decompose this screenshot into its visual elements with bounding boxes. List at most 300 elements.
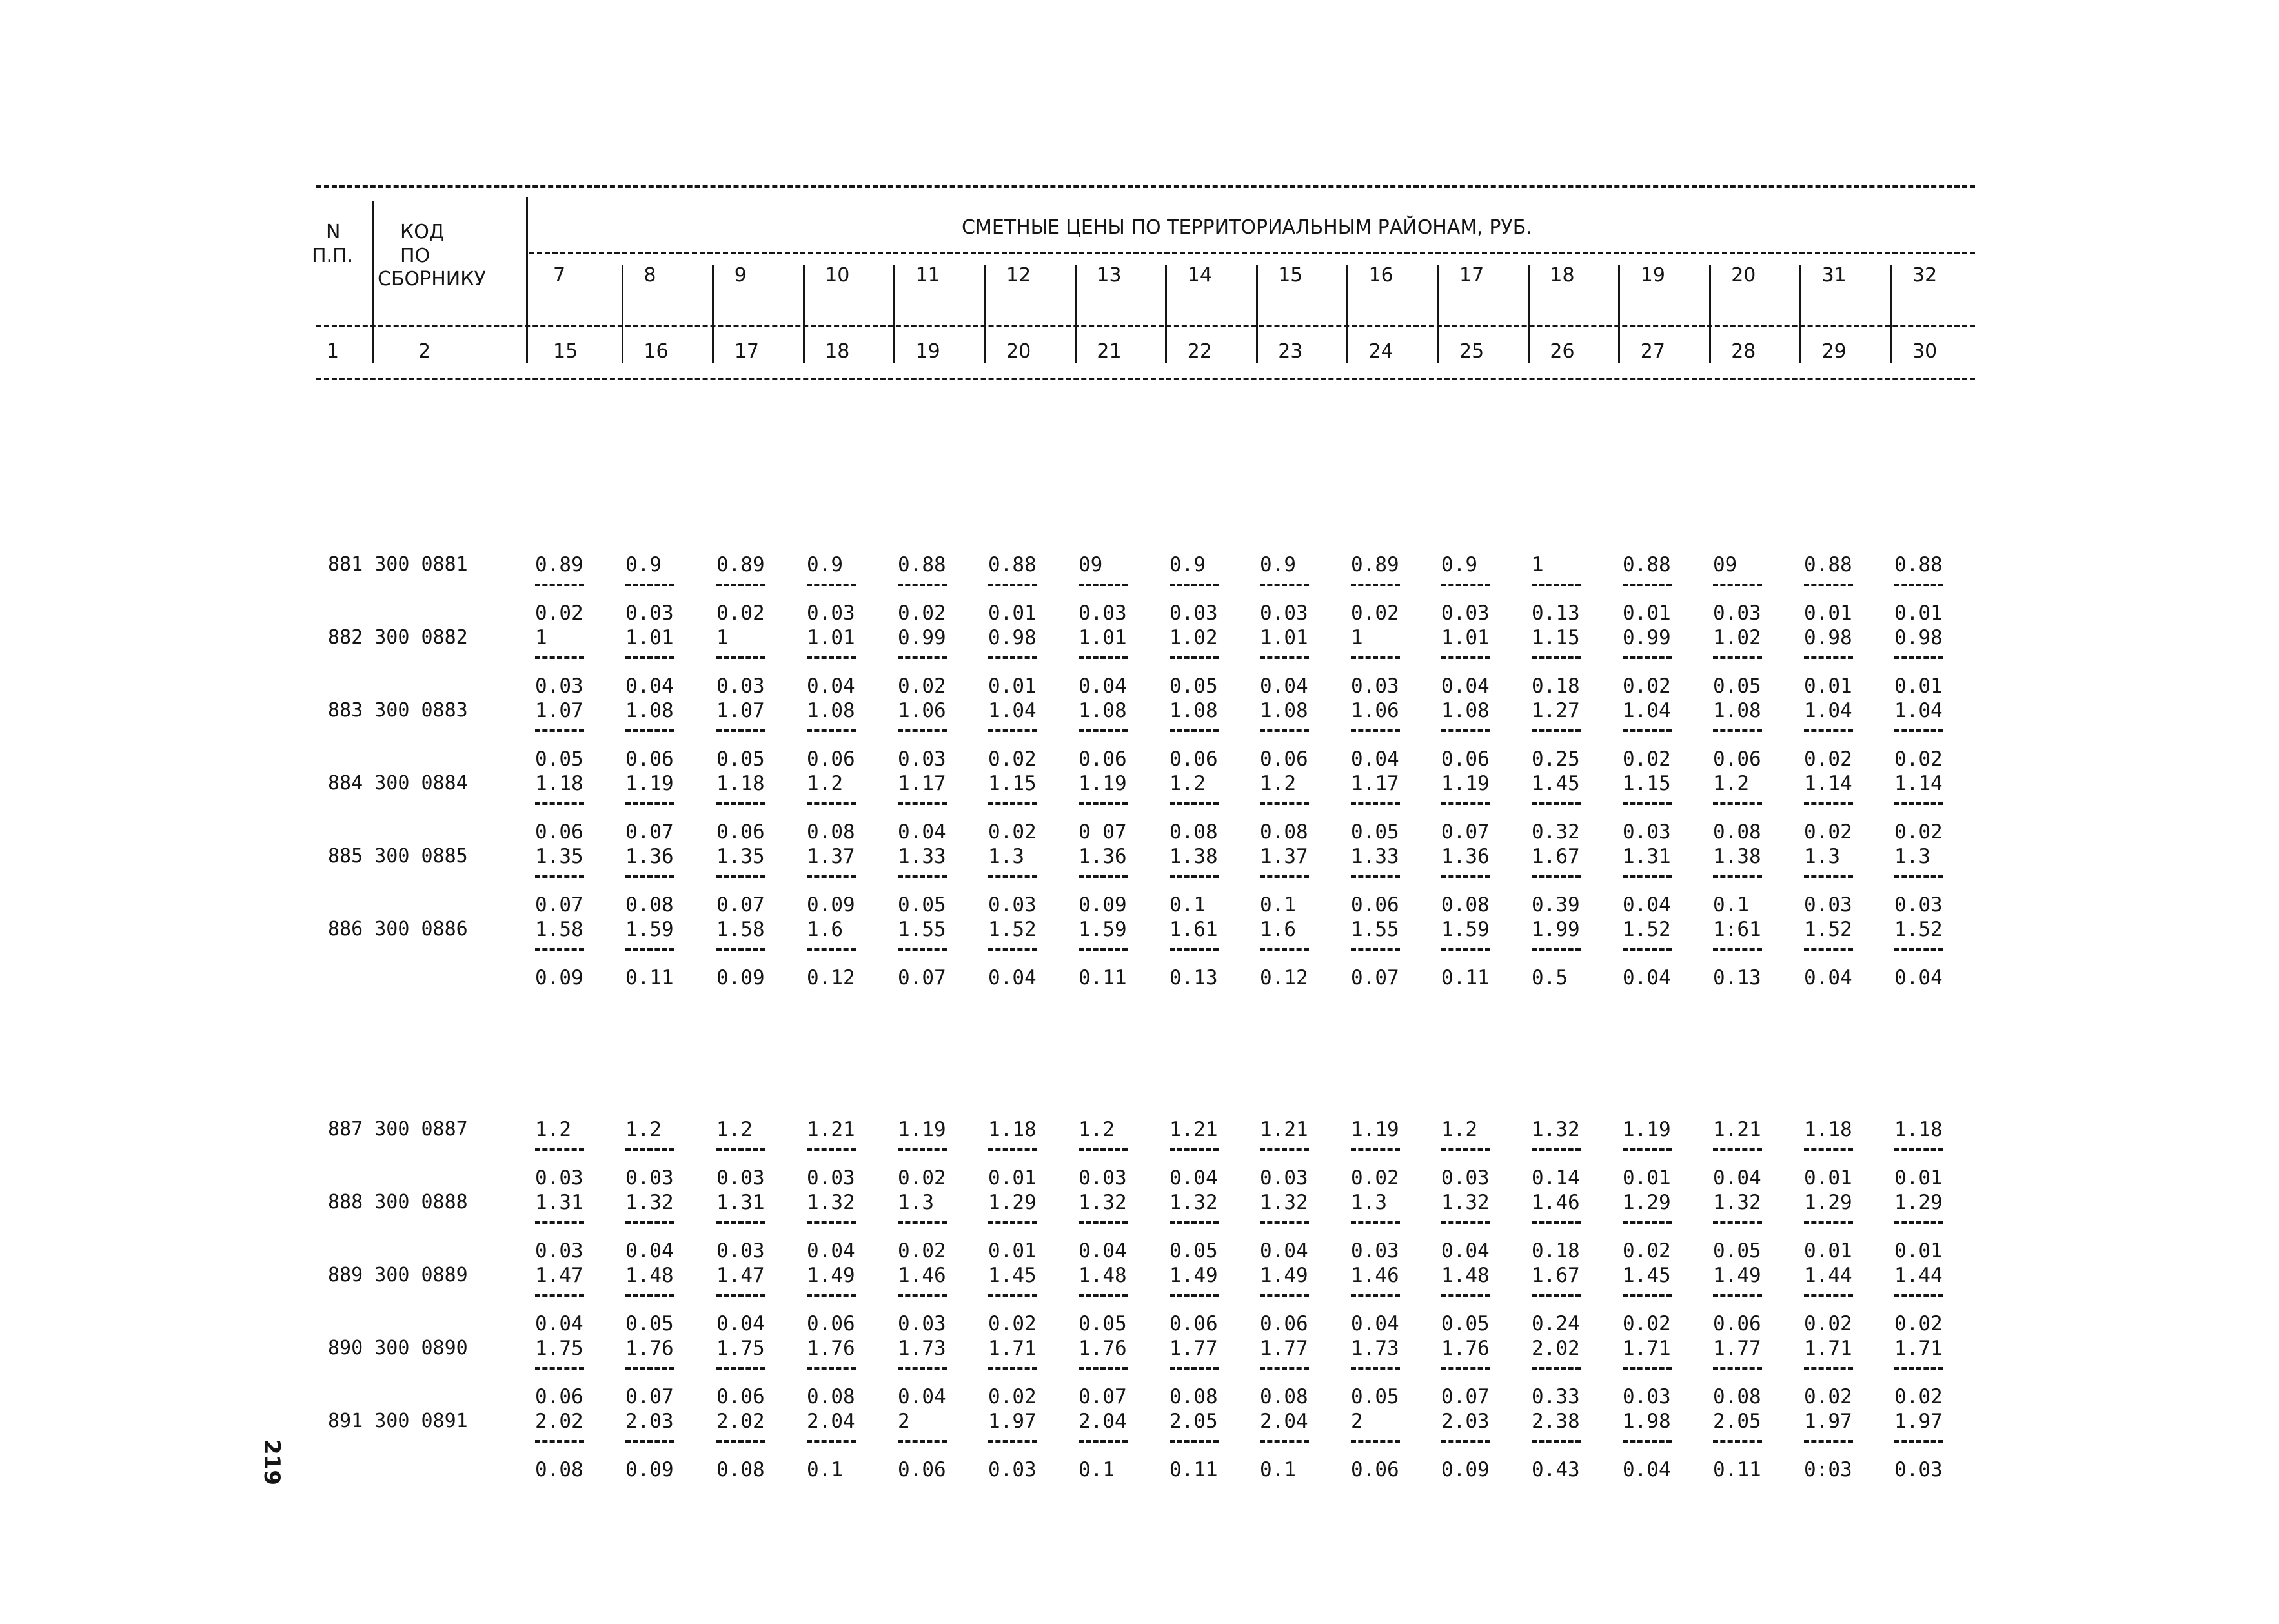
- price-value: 1.3: [1351, 1191, 1387, 1214]
- price-value: 1.29: [1623, 1191, 1671, 1214]
- price-component-value: 0.05: [1170, 1239, 1218, 1263]
- fraction-rule: [1441, 729, 1490, 732]
- district-number: 7: [553, 264, 566, 287]
- price-component-value: 0.06: [716, 820, 765, 844]
- price-component-value: 0.02: [1623, 1239, 1671, 1263]
- fraction-rule: [716, 729, 765, 732]
- fraction-rule: [988, 729, 1037, 732]
- fraction-rule: [716, 1440, 765, 1443]
- price-value: 1.67: [1532, 845, 1580, 868]
- fraction-rule: [898, 948, 947, 951]
- fraction-rule: [898, 729, 947, 732]
- fraction-rule: [1260, 1148, 1309, 1151]
- price-value: 0.89: [535, 553, 583, 576]
- price-component-value: 0.08: [625, 893, 674, 917]
- price-value: 2.05: [1713, 1410, 1761, 1433]
- fraction-rule: [1441, 1367, 1490, 1370]
- price-value: 09: [1079, 553, 1103, 576]
- price-component-value: 0.09: [1441, 1458, 1490, 1481]
- price-component-value: 0.06: [1713, 747, 1761, 771]
- price-value: 1.76: [1079, 1337, 1127, 1360]
- price-value: 1.3: [988, 845, 1024, 868]
- price-value: 1.6: [1260, 918, 1296, 941]
- price-value: 1.17: [898, 772, 946, 795]
- price-value: 1.77: [1260, 1337, 1308, 1360]
- price-component-value: 0.04: [535, 1312, 583, 1335]
- fraction-rule: [535, 1367, 584, 1370]
- price-value: 1.32: [1170, 1191, 1218, 1214]
- fraction-rule: [988, 1367, 1037, 1370]
- fraction-rule: [1260, 875, 1309, 878]
- fraction-rule: [1623, 1221, 1672, 1224]
- price-value: 2.04: [1079, 1410, 1127, 1433]
- price-value: 1.32: [807, 1191, 855, 1214]
- price-component-value: 0.01: [988, 1166, 1037, 1190]
- price-component-value: 0.04: [1894, 966, 1943, 990]
- item-code: 887 300 0887: [328, 1118, 468, 1141]
- price-component-value: 0.04: [807, 1239, 855, 1263]
- price-value: 1.2: [625, 1118, 662, 1141]
- price-value: 1.2: [716, 1118, 753, 1141]
- fraction-rule: [1441, 802, 1490, 805]
- fraction-rule: [898, 1367, 947, 1370]
- fraction-rule: [625, 875, 674, 878]
- fraction-rule: [1713, 875, 1762, 878]
- price-component-value: 0.06: [1351, 1458, 1399, 1481]
- column-number: 20: [1006, 340, 1031, 363]
- price-value: 1.07: [716, 699, 765, 722]
- price-value: 1.01: [1260, 626, 1308, 649]
- price-component-value: 0.02: [535, 602, 583, 625]
- column-number: 30: [1912, 340, 1938, 363]
- fraction-rule: [1170, 1148, 1219, 1151]
- fraction-rule: [1804, 656, 1853, 659]
- fraction-rule: [1351, 584, 1400, 586]
- fraction-rule: [1260, 802, 1309, 805]
- price-value: 1.73: [1351, 1337, 1399, 1360]
- fraction-rule: [1170, 729, 1219, 732]
- price-component-value: 0.18: [1532, 1239, 1580, 1263]
- price-component-value: 0.07: [1351, 966, 1399, 990]
- fraction-rule: [1623, 1440, 1672, 1443]
- price-component-value: 0.05: [1713, 1239, 1761, 1263]
- price-value: 1.58: [535, 918, 583, 941]
- price-value: 1.19: [1441, 772, 1490, 795]
- price-component-value: 0.08: [807, 820, 855, 844]
- price-component-value: 0.04: [625, 675, 674, 698]
- price-value: 1.46: [1532, 1191, 1580, 1214]
- fraction-rule: [988, 1148, 1037, 1151]
- item-code: 882 300 0882: [328, 626, 468, 649]
- fraction-rule: [1260, 1440, 1309, 1443]
- price-value: 2.02: [716, 1410, 765, 1433]
- price-value: 0.9: [807, 553, 843, 576]
- price-component-value: 0.07: [625, 820, 674, 844]
- fraction-rule: [1351, 656, 1400, 659]
- fraction-rule: [988, 1440, 1037, 1443]
- fraction-rule: [716, 656, 765, 659]
- item-code: 885 300 0885: [328, 845, 468, 868]
- fraction-rule: [1894, 729, 1943, 732]
- fraction-rule: [1170, 656, 1219, 659]
- price-component-value: 0.03: [1441, 602, 1490, 625]
- fraction-rule: [1804, 1440, 1853, 1443]
- fraction-rule: [807, 1148, 856, 1151]
- fraction-rule: [625, 584, 674, 586]
- price-value: 1.45: [988, 1264, 1037, 1287]
- price-component-value: 0.04: [1260, 1239, 1308, 1263]
- price-component-value: 0.01: [1894, 1166, 1943, 1190]
- price-component-value: 0.08: [1713, 820, 1761, 844]
- price-component-value: 0.03: [1894, 1458, 1943, 1481]
- price-component-value: 0.02: [1623, 747, 1671, 771]
- price-component-value: 0.03: [1079, 1166, 1127, 1190]
- price-component-value: 0.11: [1441, 966, 1490, 990]
- fraction-rule: [1079, 875, 1128, 878]
- price-component-value: 0.06: [716, 1385, 765, 1408]
- price-component-value: 0.1: [1079, 1458, 1115, 1481]
- fraction-rule: [807, 1367, 856, 1370]
- fraction-rule: [1713, 1440, 1762, 1443]
- price-component-value: 0.05: [1079, 1312, 1127, 1335]
- price-component-value: 0.06: [535, 820, 583, 844]
- fraction-rule: [1623, 729, 1672, 732]
- price-component-value: 0.06: [1170, 1312, 1218, 1335]
- price-component-value: 0.04: [1623, 966, 1671, 990]
- price-component-value: 0.04: [1441, 1239, 1490, 1263]
- price-value: 1.18: [716, 772, 765, 795]
- column-number-1: 1: [327, 340, 339, 363]
- price-value: 1.38: [1170, 845, 1218, 868]
- fraction-rule: [1894, 656, 1943, 659]
- price-value: 1.3: [1804, 845, 1840, 868]
- price-component-value: 0.03: [716, 1166, 765, 1190]
- price-value: 1.21: [1260, 1118, 1308, 1141]
- price-value: 1.19: [898, 1118, 946, 1141]
- fraction-rule: [1441, 656, 1490, 659]
- price-value: 1.48: [1079, 1264, 1127, 1287]
- fraction-rule: [807, 1294, 856, 1297]
- fraction-rule: [807, 802, 856, 805]
- price-component-value: 0.08: [1260, 1385, 1308, 1408]
- column-number: 27: [1640, 340, 1665, 363]
- header-column-divider: [1709, 265, 1711, 363]
- price-value: 1.48: [1441, 1264, 1490, 1287]
- price-value: 1.19: [625, 772, 674, 795]
- price-value: 1.58: [716, 918, 765, 941]
- fraction-rule: [1532, 948, 1581, 951]
- fraction-rule: [898, 1440, 947, 1443]
- price-component-value: 0.02: [898, 675, 946, 698]
- price-component-value: 0.1: [1260, 893, 1296, 917]
- price-value: 1.97: [1894, 1410, 1943, 1433]
- fraction-rule: [1623, 875, 1672, 878]
- price-component-value: 0.08: [1170, 1385, 1218, 1408]
- fraction-rule: [1170, 802, 1219, 805]
- district-number: 18: [1550, 264, 1575, 287]
- price-value: 1.52: [1623, 918, 1671, 941]
- price-value: 0.88: [988, 553, 1037, 576]
- price-component-value: 0.43: [1532, 1458, 1580, 1481]
- price-component-value: 0.03: [1351, 1239, 1399, 1263]
- price-value: 1.44: [1894, 1264, 1943, 1287]
- fraction-rule: [1079, 584, 1128, 586]
- price-component-value: 0.03: [1170, 602, 1218, 625]
- price-value: 1.48: [625, 1264, 674, 1287]
- price-value: 1: [1532, 553, 1544, 576]
- fraction-rule: [1532, 802, 1581, 805]
- price-value: 1.52: [1894, 918, 1943, 941]
- price-component-value: 0.13: [1532, 602, 1580, 625]
- price-value: 1.32: [1532, 1118, 1580, 1141]
- fraction-rule: [1170, 1294, 1219, 1297]
- price-value: 1.77: [1713, 1337, 1761, 1360]
- fraction-rule: [625, 948, 674, 951]
- header-top-rule: [316, 185, 1975, 188]
- fraction-rule: [535, 875, 584, 878]
- fraction-rule: [1351, 875, 1400, 878]
- price-value: 1.37: [1260, 845, 1308, 868]
- fraction-rule: [535, 1294, 584, 1297]
- price-value: 1.61: [1170, 918, 1218, 941]
- price-component-value: 0.13: [1713, 966, 1761, 990]
- header-column-divider: [1075, 265, 1077, 363]
- price-value: 1.17: [1351, 772, 1399, 795]
- price-value: 1.76: [807, 1337, 855, 1360]
- fraction-rule: [535, 729, 584, 732]
- column-number-2: 2: [418, 340, 431, 363]
- fraction-rule: [1894, 875, 1943, 878]
- price-component-value: 0.04: [1623, 893, 1671, 917]
- price-component-value: 0.04: [1079, 675, 1127, 698]
- price-component-value: 0.1: [1713, 893, 1749, 917]
- price-component-value: 0.5: [1532, 966, 1568, 990]
- fraction-rule: [1260, 584, 1309, 586]
- fraction-rule: [1713, 948, 1762, 951]
- fraction-rule: [988, 656, 1037, 659]
- fraction-rule: [1804, 802, 1853, 805]
- price-component-value: 0.01: [1804, 675, 1852, 698]
- fraction-rule: [1260, 1367, 1309, 1370]
- price-component-value: 0.05: [625, 1312, 674, 1335]
- fraction-rule: [1713, 1294, 1762, 1297]
- price-component-value: 0.03: [898, 1312, 946, 1335]
- fraction-rule: [535, 948, 584, 951]
- fraction-rule: [625, 729, 674, 732]
- price-component-value: 0.02: [1623, 1312, 1671, 1335]
- header-column-divider: [712, 265, 714, 363]
- fraction-rule: [807, 1440, 856, 1443]
- price-component-value: 0.04: [898, 820, 946, 844]
- price-component-value: 0.05: [1713, 675, 1761, 698]
- price-value: 1.32: [1713, 1191, 1761, 1214]
- price-value: 1.08: [625, 699, 674, 722]
- district-number: 20: [1731, 264, 1756, 287]
- price-value: 1.02: [1713, 626, 1761, 649]
- price-component-value: 0.03: [535, 675, 583, 698]
- fraction-rule: [1351, 802, 1400, 805]
- price-value: 1.35: [535, 845, 583, 868]
- price-component-value: 0.06: [1713, 1312, 1761, 1335]
- fraction-rule: [1804, 729, 1853, 732]
- price-value: 1.15: [988, 772, 1037, 795]
- price-value: 1.14: [1894, 772, 1943, 795]
- price-value: 1: [716, 626, 729, 649]
- price-component-value: 0.06: [1170, 747, 1218, 771]
- fraction-rule: [1623, 1294, 1672, 1297]
- price-component-value: 0.02: [1894, 820, 1943, 844]
- fraction-rule: [716, 1221, 765, 1224]
- price-component-value: 0.07: [716, 893, 765, 917]
- price-component-value: 0.08: [1170, 820, 1218, 844]
- price-value: 1.01: [807, 626, 855, 649]
- price-component-value: 0.02: [988, 747, 1037, 771]
- price-value: 1.99: [1532, 918, 1580, 941]
- price-value: 1.35: [716, 845, 765, 868]
- price-component-value: 0.08: [535, 1458, 583, 1481]
- price-value: 0.99: [1623, 626, 1671, 649]
- price-value: 0.88: [1804, 553, 1852, 576]
- price-value: 1.33: [898, 845, 946, 868]
- price-value: 0.98: [1804, 626, 1852, 649]
- price-component-value: 0.11: [625, 966, 674, 990]
- price-component-value: 0.01: [1894, 1239, 1943, 1263]
- price-value: 1.45: [1532, 772, 1580, 795]
- price-value: 1.19: [1351, 1118, 1399, 1141]
- price-component-value: 0.03: [716, 1239, 765, 1263]
- price-component-value: 0.07: [1079, 1385, 1127, 1408]
- column-number: 29: [1821, 340, 1847, 363]
- header-column-divider: [893, 265, 895, 363]
- price-component-value: 0.12: [807, 966, 855, 990]
- fraction-rule: [1532, 729, 1581, 732]
- fraction-rule: [1351, 1367, 1400, 1370]
- price-component-value: 0.06: [535, 1385, 583, 1408]
- price-value: 1.31: [535, 1191, 583, 1214]
- header-column-divider: [1890, 265, 1892, 363]
- price-value: 1.18: [1894, 1118, 1943, 1141]
- fraction-rule: [1894, 584, 1943, 586]
- fraction-rule: [807, 584, 856, 586]
- price-value: 1.32: [1079, 1191, 1127, 1214]
- fraction-rule: [1260, 1221, 1309, 1224]
- price-value: 0.89: [1351, 553, 1399, 576]
- price-component-value: 0.01: [988, 602, 1037, 625]
- price-component-value: 0.06: [625, 747, 674, 771]
- price-value: 1.18: [535, 772, 583, 795]
- price-component-value: 0.02: [1894, 747, 1943, 771]
- price-value: 1.75: [535, 1337, 583, 1360]
- fraction-rule: [988, 1294, 1037, 1297]
- fraction-rule: [716, 1148, 765, 1151]
- column-number: 22: [1187, 340, 1212, 363]
- column-number: 16: [643, 340, 669, 363]
- price-component-value: 0.06: [807, 747, 855, 771]
- fraction-rule: [988, 875, 1037, 878]
- price-value: 1.46: [898, 1264, 946, 1287]
- price-value: 1.31: [716, 1191, 765, 1214]
- fraction-rule: [1079, 1440, 1128, 1443]
- price-component-value: 0.01: [1804, 602, 1852, 625]
- price-component-value: 0.07: [898, 966, 946, 990]
- price-value: 1.27: [1532, 699, 1580, 722]
- price-value: 1.3: [1894, 845, 1930, 868]
- fraction-rule: [1894, 1221, 1943, 1224]
- fraction-rule: [1351, 1294, 1400, 1297]
- price-value: 1.02: [1170, 626, 1218, 649]
- price-component-value: 0.03: [807, 602, 855, 625]
- price-value: 1.77: [1170, 1337, 1218, 1360]
- price-component-value: 0.03: [1623, 820, 1671, 844]
- fraction-rule: [1441, 948, 1490, 951]
- price-value: 1.31: [1623, 845, 1671, 868]
- fraction-rule: [988, 584, 1037, 586]
- price-value: 1.36: [625, 845, 674, 868]
- price-component-value: 0.07: [535, 893, 583, 917]
- price-component-value: 0.06: [898, 1458, 946, 1481]
- price-component-value: 0.02: [1894, 1385, 1943, 1408]
- item-code: 884 300 0884: [328, 772, 468, 795]
- fraction-rule: [1532, 875, 1581, 878]
- price-component-value: 0.04: [1623, 1458, 1671, 1481]
- fraction-rule: [898, 1148, 947, 1151]
- price-component-value: 0.11: [1170, 1458, 1218, 1481]
- price-value: 0.9: [625, 553, 662, 576]
- price-component-value: 0.25: [1532, 747, 1580, 771]
- fraction-rule: [1079, 1148, 1128, 1151]
- fraction-rule: [1804, 1148, 1853, 1151]
- price-component-value: 0.03: [898, 747, 946, 771]
- fraction-rule: [1532, 584, 1581, 586]
- price-component-value: 0.06: [1260, 1312, 1308, 1335]
- price-value: 0.88: [1894, 553, 1943, 576]
- price-value: 1.67: [1532, 1264, 1580, 1287]
- fraction-rule: [1804, 1367, 1853, 1370]
- table-title: СМЕТНЫЕ ЦЕНЫ ПО ТЕРРИТОРИАЛЬНЫМ РАЙОНАМ, РУБ.: [962, 216, 1532, 239]
- fraction-rule: [1351, 948, 1400, 951]
- price-value: 1.21: [1713, 1118, 1761, 1141]
- fraction-rule: [535, 1221, 584, 1224]
- price-component-value: 0.02: [988, 1312, 1037, 1335]
- price-value: 1.55: [1351, 918, 1399, 941]
- price-value: 0.98: [988, 626, 1037, 649]
- price-component-value: 0:03: [1804, 1458, 1852, 1481]
- fraction-rule: [1260, 729, 1309, 732]
- price-value: 1.14: [1804, 772, 1852, 795]
- fraction-rule: [1079, 802, 1128, 805]
- fraction-rule: [1260, 948, 1309, 951]
- price-component-value: 0.01: [1894, 675, 1943, 698]
- fraction-rule: [1351, 1148, 1400, 1151]
- price-value: 1.15: [1623, 772, 1671, 795]
- price-value: 1.75: [716, 1337, 765, 1360]
- price-component-value: 0 07: [1079, 820, 1127, 844]
- price-component-value: 0.32: [1532, 820, 1580, 844]
- fraction-rule: [1351, 1440, 1400, 1443]
- header-column-divider: [803, 265, 805, 363]
- price-value: 1: [535, 626, 547, 649]
- price-component-value: 0.01: [988, 1239, 1037, 1263]
- price-component-value: 0.03: [716, 675, 765, 698]
- price-component-value: 0.11: [1079, 966, 1127, 990]
- price-value: 1.55: [898, 918, 946, 941]
- fraction-rule: [1532, 1294, 1581, 1297]
- price-value: 1.59: [625, 918, 674, 941]
- price-value: 1.32: [1441, 1191, 1490, 1214]
- price-component-value: 0.03: [535, 1239, 583, 1263]
- price-value: 1.97: [988, 1410, 1037, 1433]
- price-value: 1.71: [988, 1337, 1037, 1360]
